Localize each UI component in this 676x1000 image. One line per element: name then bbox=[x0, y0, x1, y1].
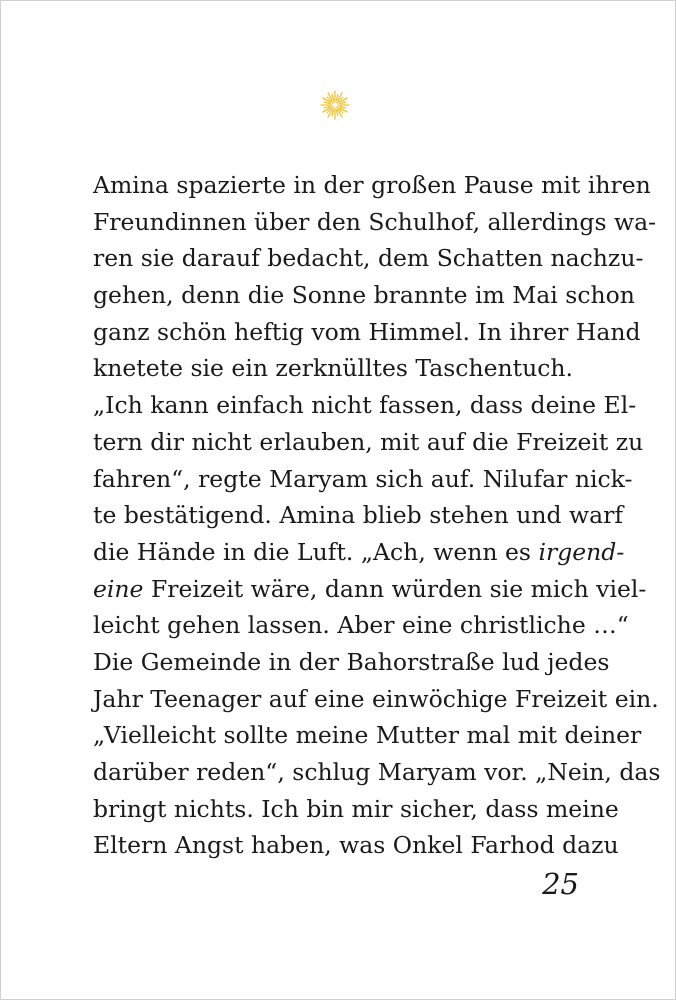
text-line: Freundinnen über den Schulhof, allerdings wa- bbox=[93, 207, 657, 236]
italic-text: eine bbox=[93, 574, 144, 603]
text-line: fahren“, regte Maryam sich auf. Nilufar nick- bbox=[93, 464, 633, 493]
text-span: die Hände in die Luft. „Ach, wenn es bbox=[93, 537, 539, 566]
text-line: Die Gemeinde in der Bahorstraße lud jedes bbox=[93, 647, 610, 676]
text-line: gehen, denn die Sonne brannte im Mai schon bbox=[93, 281, 635, 310]
italic-text: irgend- bbox=[538, 537, 625, 566]
text-line: darüber reden“, schlug Maryam vor. „Nein, das bbox=[93, 758, 661, 786]
text-line: ganz schön heftig vom Himmel. In ihrer Hand bbox=[93, 317, 641, 346]
text-line: Amina spazierte in der großen Pause mit ihren bbox=[93, 171, 651, 199]
text-line: „Vielleicht sollte meine Mutter mal mit deiner bbox=[93, 721, 642, 750]
text-line: bringt nichts. Ich bin mir sicher, dass meine bbox=[93, 794, 619, 823]
text-line: tern dir nicht erlauben, mit auf die Freizeit zu bbox=[93, 427, 644, 456]
sun-flower-icon bbox=[319, 89, 351, 121]
text-line: Eltern Angst haben, was Onkel Farhod dazu bbox=[93, 831, 619, 860]
text-line bbox=[93, 571, 647, 608]
text-line: te bestätigend. Amina blieb stehen und warf bbox=[93, 501, 624, 530]
text-line: Jahr Teenager auf eine einwöchige Freizeit ein. bbox=[93, 684, 659, 713]
text-line bbox=[93, 534, 625, 571]
body-text bbox=[93, 167, 661, 864]
text-line: „Ich kann einfach nicht fassen, dass deine El- bbox=[93, 391, 637, 420]
text-line: leicht gehen lassen. Aber eine christliche …“ bbox=[93, 611, 629, 640]
text-line: knetete sie ein zerknülltes Taschentuch. bbox=[93, 354, 573, 383]
text-line: ren sie darauf bedacht, dem Schatten nachzu- bbox=[93, 244, 644, 273]
text-span: Freizeit wäre, dann würden sie mich viel- bbox=[143, 574, 647, 603]
page-number: 25 bbox=[542, 867, 579, 901]
